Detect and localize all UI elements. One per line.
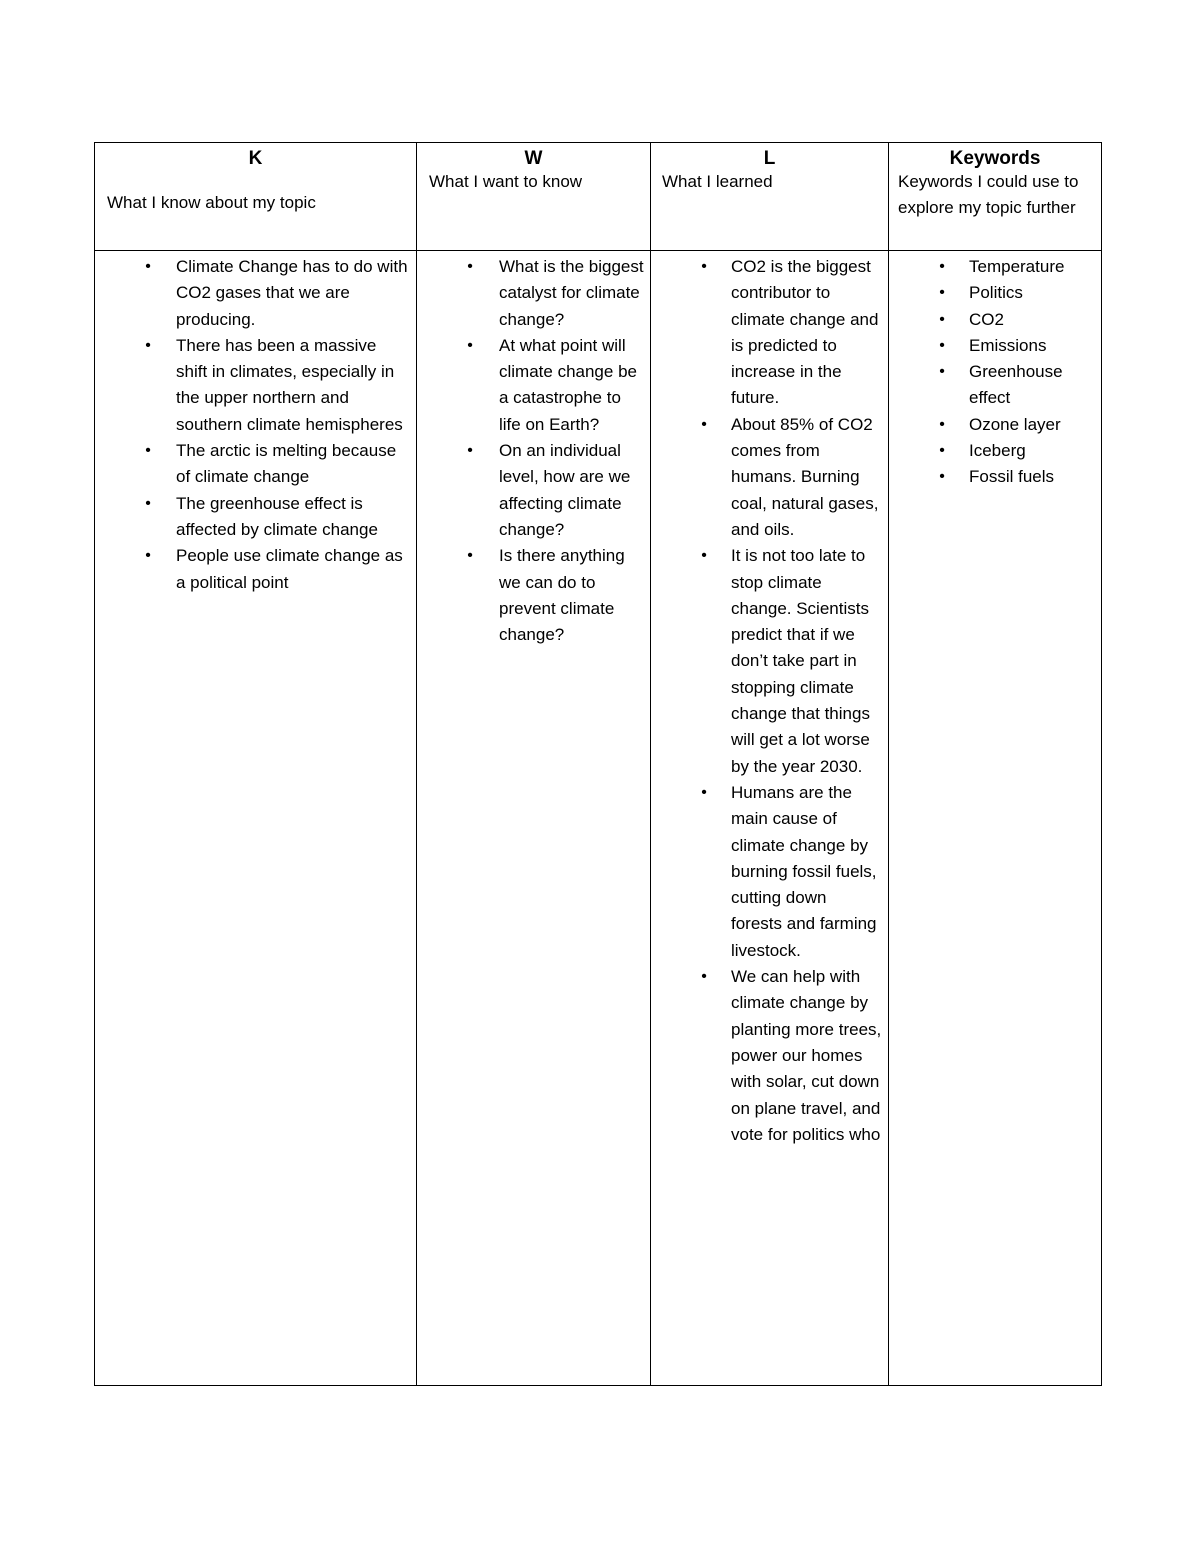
header-k-subtitle: What I know about my topic [107, 193, 316, 212]
bullet-item [939, 333, 1095, 359]
header-keywords-letter: Keywords [949, 148, 1041, 169]
bullet-dot-icon: • [145, 258, 151, 275]
header-l-letter: L [763, 148, 776, 169]
bullet-dot-icon: • [939, 258, 945, 275]
bullet-text: The arctic is melting because of climate change [176, 441, 397, 487]
bullet-item [145, 254, 408, 333]
bullet-text: The greenhouse effect is affected by climate change [176, 493, 378, 539]
bullet-item [467, 254, 644, 333]
bullet-text: Greenhouse effect [969, 362, 1063, 408]
bullet-text: Politics [969, 283, 1023, 303]
bullet-text: Humans are the main cause of climate change by burning fossil fuels, cutting down forests and farming livestock. [731, 782, 877, 960]
bullet-text: Climate Change has to do with CO2 gases that we are producing. [176, 257, 408, 329]
bullet-text: Ozone layer [969, 414, 1061, 434]
bullet-dot-icon: • [467, 547, 473, 565]
bullet-dot-icon: • [939, 336, 945, 354]
kwl-table [94, 142, 1102, 1386]
bullet-item [939, 464, 1095, 490]
bullet-item [701, 254, 882, 412]
bullet-item [467, 438, 644, 543]
l-bullet-list [651, 251, 888, 1148]
k-bullet-list [95, 251, 416, 596]
bullet-text: People use climate change as a political point [176, 546, 403, 592]
header-w-letter: W [524, 148, 543, 169]
bullet-dot-icon: • [701, 415, 707, 433]
bullet-item [701, 543, 882, 780]
bullet-dot-icon: • [939, 442, 945, 460]
bullet-text: CO2 is the biggest contributor to climate change and is predicted to increase in the future. [731, 257, 879, 408]
header-w-subtitle: What I want to know [429, 172, 583, 191]
bullet-dot-icon: • [701, 783, 707, 801]
bullet-dot-icon: • [145, 442, 151, 460]
bullet-text: At what point will climate change be a catastrophe to life on Earth? [499, 335, 637, 434]
header-row [95, 143, 1102, 251]
bullet-item [145, 333, 408, 438]
header-l [651, 143, 889, 251]
bullet-dot-icon: • [145, 494, 151, 512]
bullet-item [467, 333, 644, 438]
k-column-cell [95, 251, 417, 1386]
bullet-dot-icon: • [701, 258, 707, 275]
l-column-cell [651, 251, 889, 1386]
bullet-item [701, 412, 882, 543]
bullet-text: What is the biggest catalyst for climate change? [499, 257, 644, 329]
bullet-item [145, 491, 408, 544]
bullet-text: Iceberg [969, 441, 1026, 461]
bullet-item [701, 964, 882, 1148]
bullet-dot-icon: • [939, 415, 945, 433]
bullet-dot-icon: • [145, 547, 151, 565]
header-keywords [889, 143, 1102, 251]
bullet-item [939, 412, 1095, 438]
w-bullet-list [417, 251, 650, 648]
keywords-bullet-list [889, 251, 1101, 491]
w-column-cell [417, 251, 651, 1386]
header-k [95, 143, 417, 251]
bullet-dot-icon: • [701, 547, 707, 565]
bullet-text: CO2 [969, 309, 1004, 329]
bullet-dot-icon: • [467, 336, 473, 354]
bullet-item [145, 543, 408, 596]
bullet-dot-icon: • [939, 468, 945, 486]
bullet-dot-icon: • [939, 310, 945, 328]
bullet-text: Is there anything we can do to prevent climate change? [499, 546, 625, 645]
bullet-text: There has been a massive shift in climates, especially in the upper northern and southern climate hemispheres [176, 335, 403, 434]
bullet-item [939, 438, 1095, 464]
bullet-text: On an individual level, how are we affecting climate change? [499, 441, 631, 539]
keywords-column-cell [889, 251, 1102, 1386]
bullet-dot-icon: • [939, 284, 945, 302]
header-l-subtitle: What I learned [662, 172, 773, 191]
bullet-text: Emissions [969, 335, 1047, 355]
bullet-dot-icon: • [939, 363, 945, 381]
header-w [417, 143, 651, 251]
header-keywords-subtitle: Keywords I could use to explore my topic further [898, 172, 1079, 217]
bullet-dot-icon: • [467, 258, 473, 275]
bullet-text: About 85% of CO2 comes from humans. Burning coal, natural gases, and oils. [731, 414, 879, 539]
bullet-item [939, 280, 1095, 306]
bullet-item [939, 359, 1095, 412]
bullet-item [939, 254, 1095, 280]
bullet-text: Temperature [969, 257, 1065, 276]
bullet-dot-icon: • [701, 968, 707, 986]
header-k-letter: K [248, 148, 263, 169]
bullet-dot-icon: • [145, 336, 151, 354]
bullet-item [939, 307, 1095, 333]
bullet-text: It is not too late to stop climate change. Scientists predict that if we don’t take part in stopping climate change that things will get a lot worse by the year 2030. [731, 546, 870, 776]
bullet-text: Fossil fuels [969, 467, 1055, 487]
bullet-item [467, 543, 644, 648]
bullet-dot-icon: • [467, 442, 473, 460]
bullet-text: We can help with climate change by planting more trees, power our homes with solar, cut down on plane travel, and vote for politics who [731, 967, 882, 1144]
body-row [95, 251, 1102, 1386]
bullet-item [701, 780, 882, 964]
bullet-item [145, 438, 408, 491]
